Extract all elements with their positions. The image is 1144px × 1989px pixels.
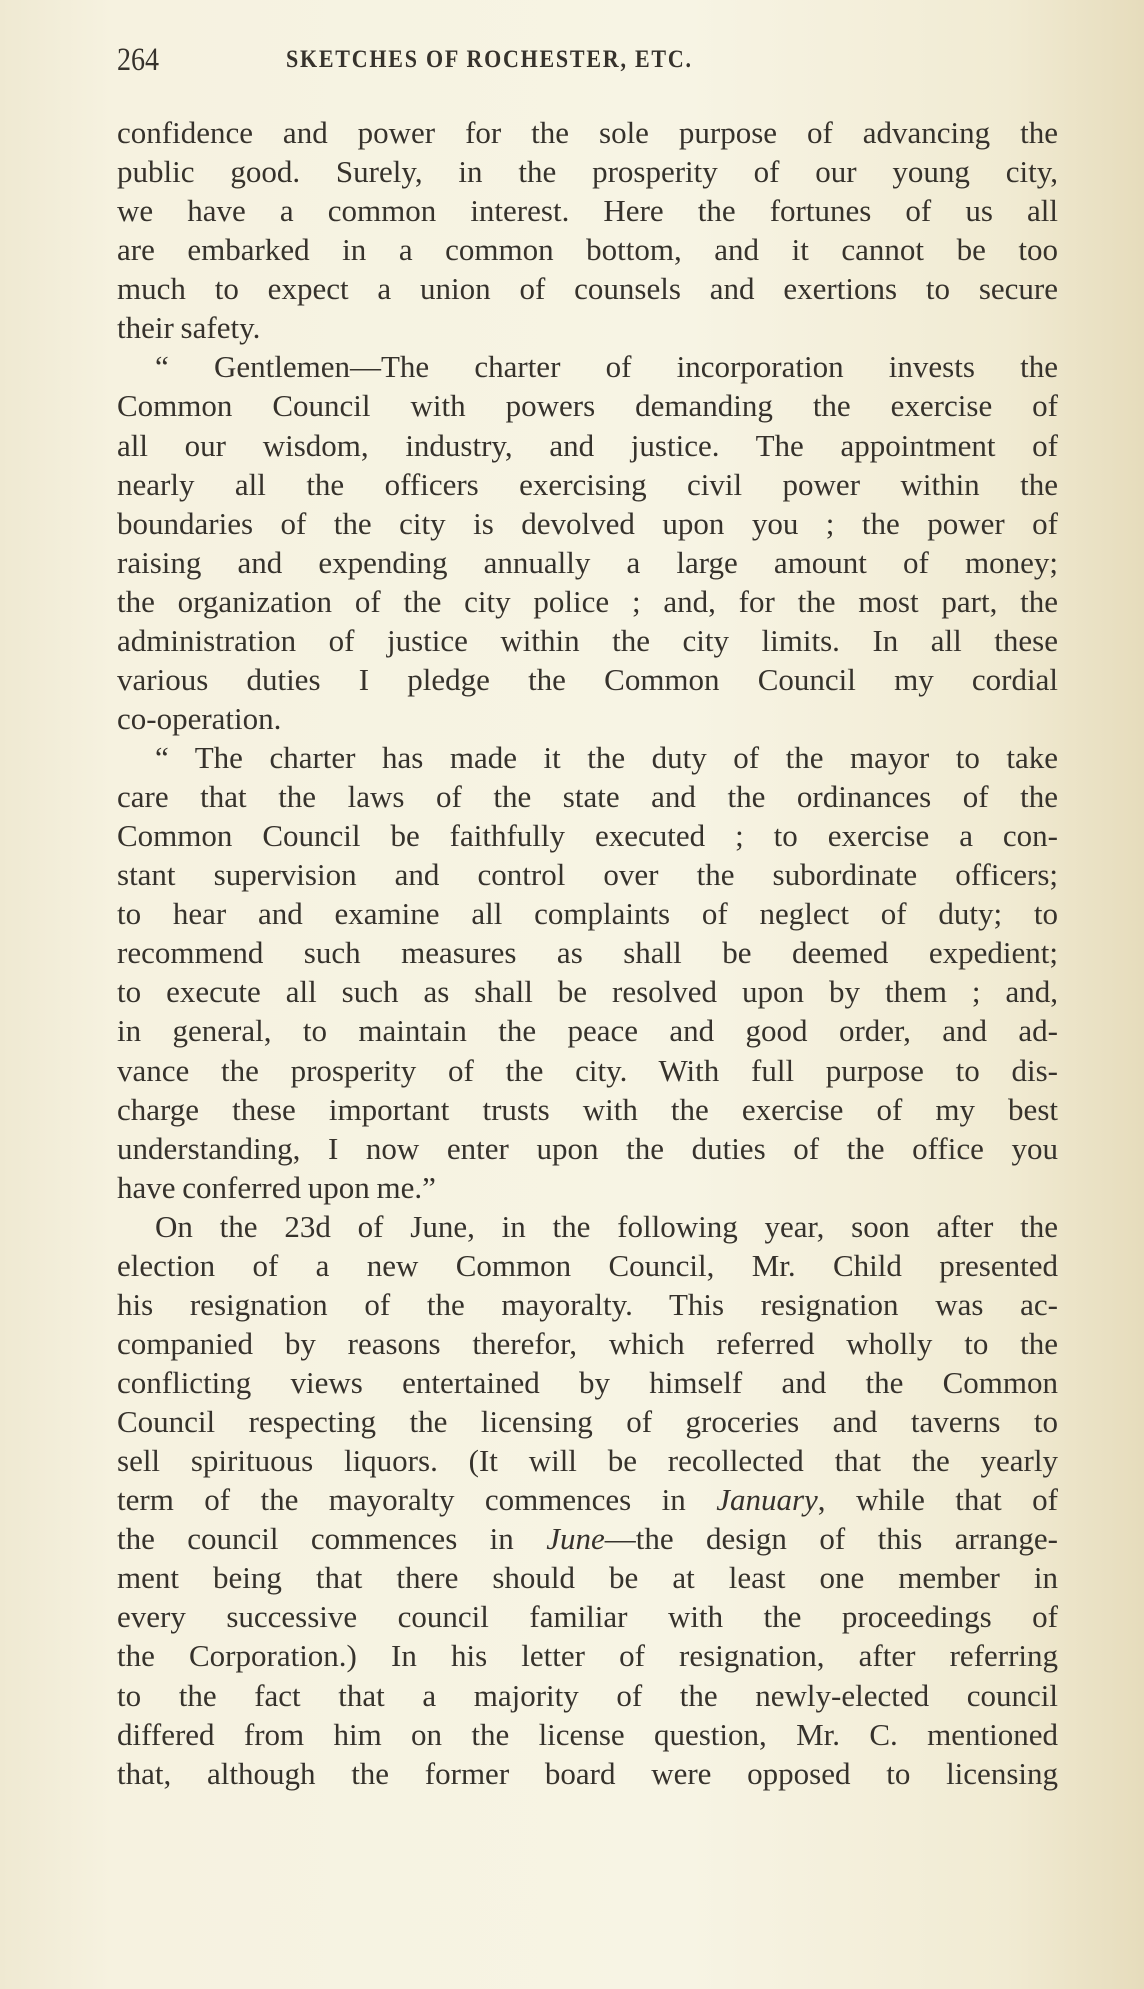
text-line: sell spirituous liquors. (It will be recollected that the yearly [117,1443,1058,1479]
text-line: differed from him on the license question, Mr. C. mentioned [117,1716,1058,1752]
text-line [117,1519,1058,1558]
text-segment: —the design of this arrange- [604,1521,1058,1557]
text-line: various duties I pledge the Common Council my cordial [117,661,1058,697]
text-line: raising and expending annually a large amount of money; [117,544,1058,580]
text-line: that, although the former board were opposed to licensing [117,1755,1058,1791]
running-title: SKETCHES OF ROCHESTER, ETC. [286,46,693,73]
text-line: Common Council be faithfully executed ; to exercise a con- [117,818,1058,854]
text-line: administration of justice within the city limits. In all these [117,622,1058,658]
text-line [117,1480,1058,1519]
paragraph [117,347,1058,738]
text-line: charge these important trusts with the exercise of my best [117,1091,1058,1127]
text-line: “ Gentlemen—The charter of incorporation invests the [155,349,1058,385]
text-line: his resignation of the mayoralty. This resignation was ac- [117,1286,1058,1322]
text-line: understanding, I now enter upon the duties of the office you [117,1130,1058,1166]
text-line: recommend such measures as shall be deemed expedient; [117,935,1058,971]
text-line: companied by reasons therefor, which referred wholly to the [117,1325,1058,1361]
text-line: confidence and power for the sole purpose of advancing the [117,115,1058,150]
text-line: ment being that there should be at least one member in [117,1560,1058,1596]
page-number: 264 [117,42,160,78]
text-line: conflicting views entertained by himself and the Common [117,1365,1058,1400]
text-line: Council respecting the licensing of groceries and taverns to [117,1404,1058,1440]
text-line: stant supervision and control over the subordinate officers; [117,857,1058,893]
text-line: Common Council with powers demanding the exercise of [117,388,1058,424]
italic-word: January [716,1482,818,1518]
text-line: vance the prosperity of the city. With full purpose to dis- [117,1052,1058,1088]
paragraph [117,738,1058,1207]
text-line: election of a new Common Council, Mr. Child presented [117,1247,1058,1283]
text-segment: term of the mayoralty commences in [117,1482,717,1518]
text-line: nearly all the officers exercising civil power within the [117,466,1058,502]
text-line: co-operation. [117,700,282,736]
text-line: are embarked in a common bottom, and it cannot be too [117,232,1058,268]
text-line: to the fact that a majority of the newly-elected council [117,1677,1058,1713]
body-text [117,113,1058,1793]
text-line: to hear and examine all complaints of neglect of duty; to [117,896,1058,932]
text-line: every successive council familiar with the proceedings of [117,1599,1058,1635]
text-line: the organization of the city police ; and, for the most part, the [117,583,1058,619]
text-line: the Corporation.) In his letter of resignation, after referring [117,1638,1058,1674]
italic-word: June [546,1521,605,1557]
text-line: public good. Surely, in the prosperity of our young city, [117,154,1058,190]
text-segment: the council commences in [117,1521,547,1557]
paragraph [117,1207,1058,1793]
paragraph [117,113,1058,347]
text-line: in general, to maintain the peace and good order, and ad- [117,1013,1058,1049]
text-line: we have a common interest. Here the fortunes of us all [117,193,1058,229]
text-line: have conferred upon me.” [117,1169,436,1205]
text-line: much to expect a union of counsels and exertions to secure [117,271,1058,307]
text-line: to execute all such as shall be resolved upon by them ; and, [117,974,1058,1010]
text-line: “ The charter has made it the duty of the mayor to take [155,740,1058,775]
text-segment: , while that of [817,1482,1058,1518]
text-line: care that the laws of the state and the ordinances of the [117,779,1058,815]
text-line: On the 23d of June, in the following year, soon after the [155,1208,1058,1244]
text-line: boundaries of the city is devolved upon you ; the power of [117,505,1058,541]
text-line: their safety. [117,310,261,346]
running-header [117,42,1058,82]
text-line: all our wisdom, industry, and justice. The appointment of [117,427,1058,463]
